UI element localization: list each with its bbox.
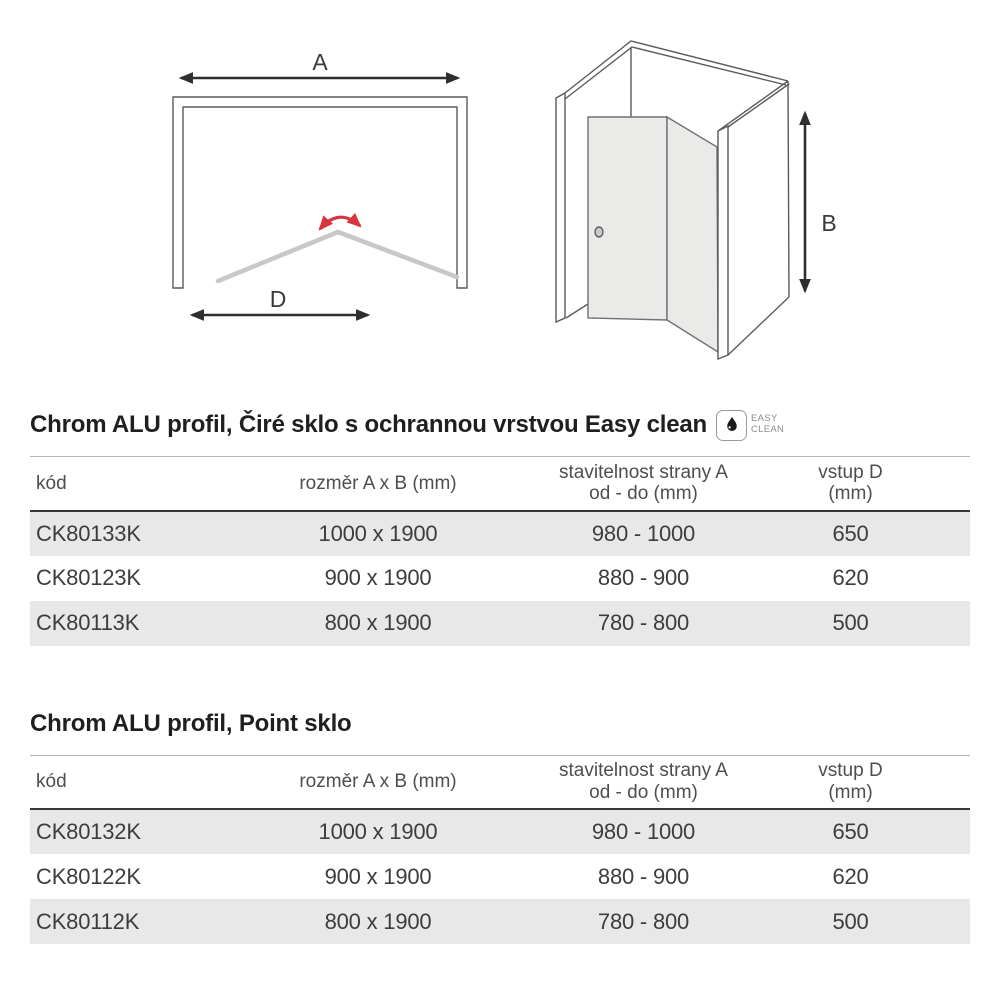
perspective-diagram — [556, 41, 837, 359]
water-drop-icon — [721, 414, 743, 436]
right-wall-top-outer — [718, 81, 788, 131]
column-header-kod: kód — [36, 771, 67, 793]
section-title-text: Chrom ALU profil, Čiré sklo s ochrannou vrstvou Easy clean — [30, 411, 708, 438]
cell-stavitelnost: 980 - 1000 — [591, 819, 696, 844]
dimension-d-label: D — [269, 286, 287, 312]
column-header-vstup: vstup D (mm) — [818, 461, 883, 505]
table-row — [30, 899, 970, 944]
cell-kod: CK80132K — [36, 819, 141, 844]
right-wall-bottom-edge — [728, 297, 789, 355]
cell-rozmer: 800 x 1900 — [324, 610, 432, 635]
cell-vstup: 500 — [832, 610, 869, 635]
table-row — [30, 854, 970, 899]
cell-rozmer: 1000 x 1900 — [318, 520, 438, 546]
cell-kod: CK80133K — [36, 520, 141, 546]
right-back-edge — [788, 81, 789, 297]
dimension-b-label: B — [821, 210, 837, 236]
cell-kod: CK80113K — [36, 610, 140, 635]
cell-vstup: 500 — [832, 908, 869, 934]
technical-diagrams — [0, 0, 1000, 392]
cell-stavitelnost: 980 - 1000 — [591, 520, 696, 546]
table-row — [30, 511, 970, 556]
right-wall-top-inner — [728, 84, 789, 127]
column-header-stavitelnost: stavitelnost strany A od - do (mm) — [559, 760, 728, 803]
section-title-text: Chrom ALU profil, Point sklo — [30, 709, 352, 737]
dimension-a-label: A — [312, 49, 328, 75]
column-header-rozmer: rozměr A x B (mm) — [299, 472, 457, 494]
cell-kod: CK80122K — [36, 863, 141, 889]
section-point-sklo — [30, 705, 970, 945]
table-header-row — [30, 755, 970, 809]
frame-profile-top-view — [173, 97, 467, 288]
easy-clean-badge — [716, 410, 784, 441]
top-frame-bar-outer — [565, 41, 788, 93]
easy-clean-badge-text: EASY CLEAN — [751, 413, 785, 435]
cell-rozmer: 900 x 1900 — [324, 863, 432, 889]
table-row — [30, 809, 970, 854]
column-header-stavitelnost: stavitelnost strany A od - do (mm) — [559, 461, 728, 505]
column-header-rozmer: rozměr A x B (mm) — [299, 771, 457, 793]
cell-kod: CK80123K — [36, 565, 141, 590]
top-frame-bar-inner — [565, 47, 786, 99]
cell-rozmer: 800 x 1900 — [324, 908, 432, 934]
table-row — [30, 556, 970, 601]
cell-stavitelnost: 880 - 900 — [597, 565, 690, 590]
floor-edge-left — [566, 304, 588, 318]
product-table-point — [30, 755, 970, 945]
cell-stavitelnost: 780 - 800 — [597, 610, 690, 635]
cell-stavitelnost: 880 - 900 — [597, 863, 690, 889]
folding-door-lines — [218, 232, 457, 281]
folding-glass-door-folded-panel — [667, 117, 718, 352]
left-wall-profile — [556, 93, 565, 322]
cell-vstup: 650 — [832, 520, 869, 546]
folding-glass-door-front-panel — [588, 117, 667, 320]
column-header-kod: kód — [36, 472, 67, 494]
table-header-row — [30, 457, 970, 511]
product-table-easy-clean — [30, 456, 970, 646]
cell-stavitelnost: 780 - 800 — [597, 908, 690, 934]
cell-vstup: 620 — [832, 863, 869, 889]
easy-clean-badge-box — [716, 410, 747, 441]
door-handle-knob — [595, 227, 603, 237]
section-title-point — [30, 705, 970, 743]
cell-vstup: 620 — [832, 565, 869, 590]
cell-rozmer: 900 x 1900 — [324, 565, 432, 590]
top-view-diagram — [173, 49, 467, 315]
door-swing-arrow — [320, 217, 360, 229]
table-row — [30, 601, 970, 646]
right-wall-profile — [718, 126, 728, 359]
cell-vstup: 650 — [832, 819, 869, 844]
section-easy-clean — [30, 406, 970, 646]
cell-rozmer: 1000 x 1900 — [318, 819, 438, 844]
section-title-easy-clean — [30, 406, 970, 444]
cell-kod: CK80112K — [36, 908, 140, 934]
column-header-vstup: vstup D (mm) — [818, 760, 883, 803]
